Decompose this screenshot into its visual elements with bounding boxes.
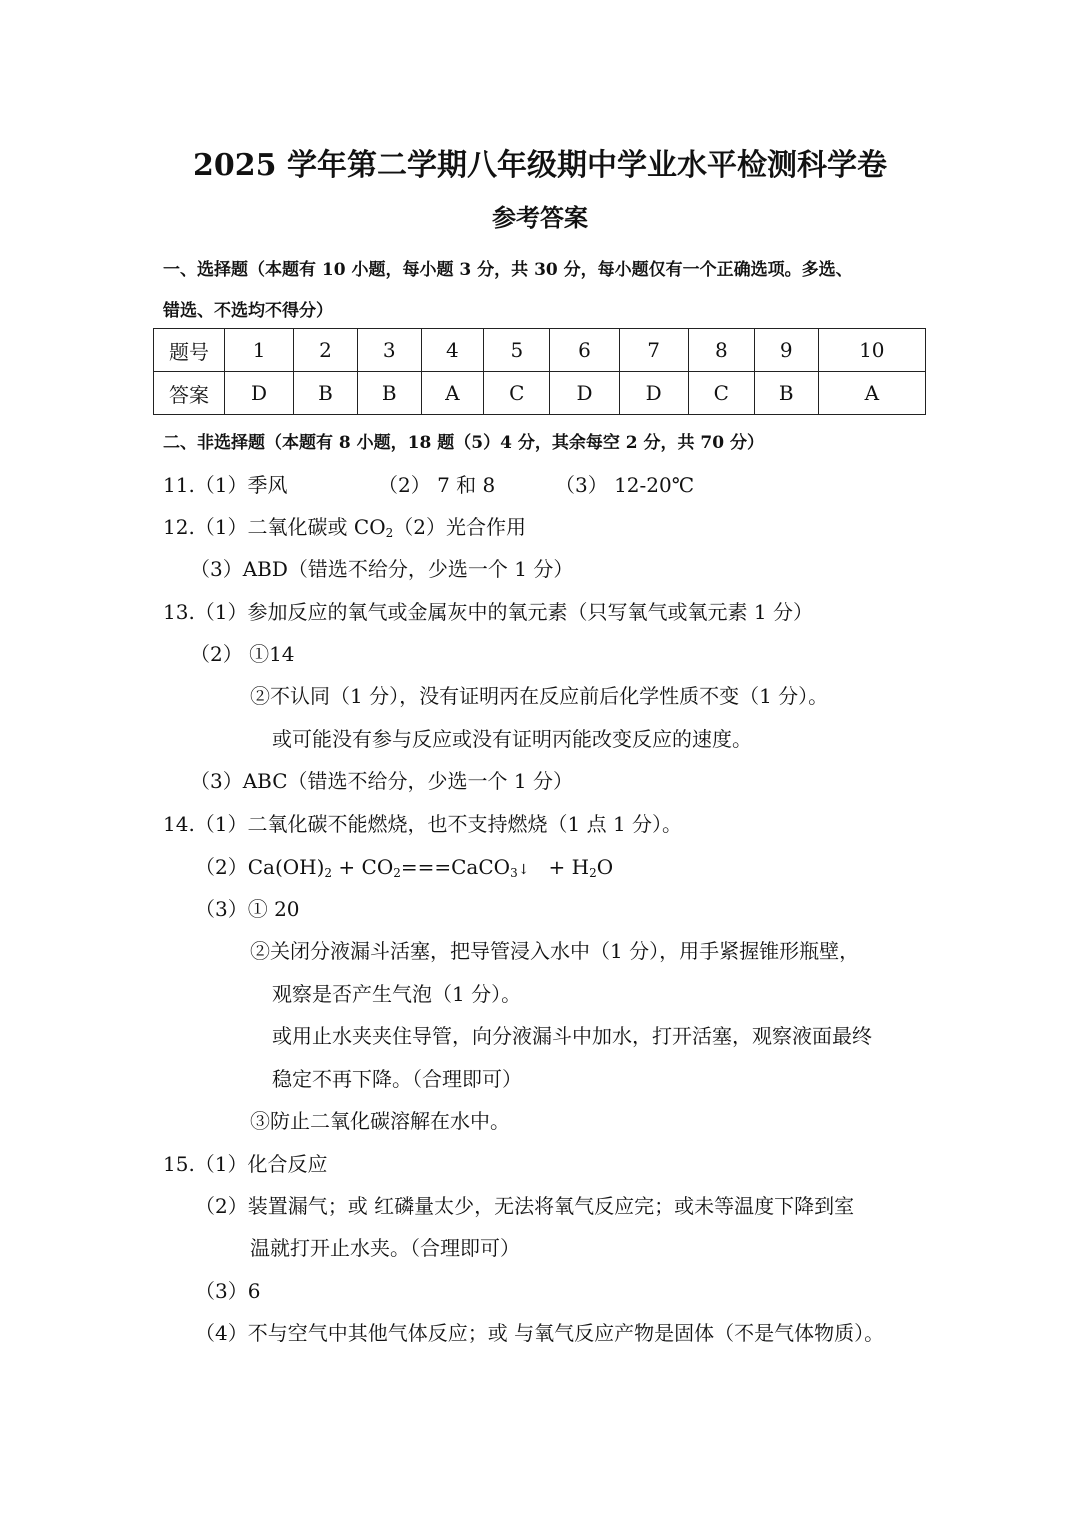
question-number-cell: 6 xyxy=(550,329,619,372)
section1-heading-line1: 一、选择题（本题有 10 小题，每小题 3 分，共 30 分，每小题仅有一个正确选项。多选、 xyxy=(163,260,853,280)
q13-line5: （3）ABC（错选不给分，少选一个 1 分） xyxy=(190,769,573,793)
q14-line6: 或用止水夹夹住导管，向分液漏斗中加水，打开活塞，观察液面最终 xyxy=(272,1024,872,1048)
question-number-cell: 10 xyxy=(818,329,925,372)
section1-heading-line2: 错选、不选均不得分） xyxy=(163,301,333,321)
answer-cell: B xyxy=(294,372,358,415)
answer-cell: B xyxy=(357,372,421,415)
answer-cell: D xyxy=(619,372,688,415)
question-number-cell: 7 xyxy=(619,329,688,372)
q12-line1 xyxy=(163,511,526,540)
q15-line5: （4）不与空气中其他气体反应；或 与氧气反应产物是固体（不是气体物质）。 xyxy=(195,1321,885,1345)
table-row xyxy=(154,329,926,372)
equation-subscript: 2 xyxy=(589,866,597,880)
q11-part3: （3） 12-20℃ xyxy=(555,473,695,497)
row-label-number: 题号 xyxy=(154,329,225,372)
answer-cell: B xyxy=(754,372,818,415)
table-row xyxy=(154,372,926,415)
q15-line4: （3）6 xyxy=(195,1279,261,1303)
equation-text: + CO xyxy=(332,855,394,879)
answer-cell: C xyxy=(484,372,550,415)
question-number-cell: 1 xyxy=(225,329,294,372)
q15-line1: 15.（1）化合反应 xyxy=(163,1152,328,1176)
question-number-cell: 4 xyxy=(421,329,484,372)
q11-part2: （2） 7 和 8 xyxy=(378,473,496,497)
q14-line5: 观察是否产生气泡（1 分）。 xyxy=(272,982,522,1006)
q13-line1: 13.（1）参加反应的氧气或金属灰中的氧元素（只写氧气或氧元素 1 分） xyxy=(163,600,813,624)
answer-cell: C xyxy=(688,372,754,415)
answer-cell: D xyxy=(225,372,294,415)
q14-equation xyxy=(195,851,613,880)
q12-line2: （3）ABD（错选不给分，少选一个 1 分） xyxy=(190,557,574,581)
q14-line1: 14.（1）二氧化碳不能燃烧，也不支持燃烧（1 点 1 分）。 xyxy=(163,812,683,836)
q13-line4: 或可能没有参与反应或没有证明丙能改变反应的速度。 xyxy=(272,727,752,751)
q13-line3: ②不认同（1 分），没有证明丙在反应前后化学性质不变（1 分）。 xyxy=(250,684,829,708)
question-number-cell: 3 xyxy=(357,329,421,372)
equation-text: O xyxy=(596,855,614,879)
equation-text: + H xyxy=(529,855,590,879)
q13-line2: （2） ①14 xyxy=(190,642,295,666)
row-label-answer: 答案 xyxy=(154,372,225,415)
answer-table xyxy=(153,328,926,415)
question-number-cell: 9 xyxy=(754,329,818,372)
q11-part1: 11.（1）季风 xyxy=(163,473,288,497)
document-title: 2025 学年第二学期八年级期中学业水平检测科学卷 xyxy=(193,148,887,183)
q12-part2-text: （2）光合作用 xyxy=(393,515,526,539)
q14-line3: （3）① 20 xyxy=(195,897,300,921)
precipitate-arrow: ↓ xyxy=(517,862,530,878)
answer-cell: D xyxy=(550,372,619,415)
equation-subscript: 2 xyxy=(393,866,401,880)
q12-subscript: 2 xyxy=(385,526,394,540)
q14-line7: 稳定不再下降。（合理即可） xyxy=(272,1067,522,1091)
question-number-cell: 8 xyxy=(688,329,754,372)
answer-cell: A xyxy=(421,372,484,415)
q15-line3: 温就打开止水夹。（合理即可） xyxy=(250,1236,520,1260)
q14-line4: ②关闭分液漏斗活塞，把导管浸入水中（1 分），用手紧握锥形瓶壁， xyxy=(250,939,860,963)
document-subtitle: 参考答案 xyxy=(492,203,588,232)
question-number-cell: 2 xyxy=(294,329,358,372)
q12-part1-text: 12.（1）二氧化碳或 CO xyxy=(163,515,386,539)
q14-line8: ③防止二氧化碳溶解在水中。 xyxy=(250,1109,510,1133)
q15-line2: （2）装置漏气；或 红磷量太少，无法将氧气反应完；或未等温度下降到室 xyxy=(195,1194,855,1218)
section2-heading: 二、非选择题（本题有 8 小题，18 题（5）4 分，其余每空 2 分，共 70 分） xyxy=(163,433,764,453)
equation-subscript: 3 xyxy=(510,866,518,880)
equation-text: ===CaCO xyxy=(400,855,511,879)
question-number-cell: 5 xyxy=(484,329,550,372)
answer-cell: A xyxy=(818,372,925,415)
equation-text: （2）Ca(OH) xyxy=(195,855,325,879)
equation-subscript: 2 xyxy=(324,866,333,880)
